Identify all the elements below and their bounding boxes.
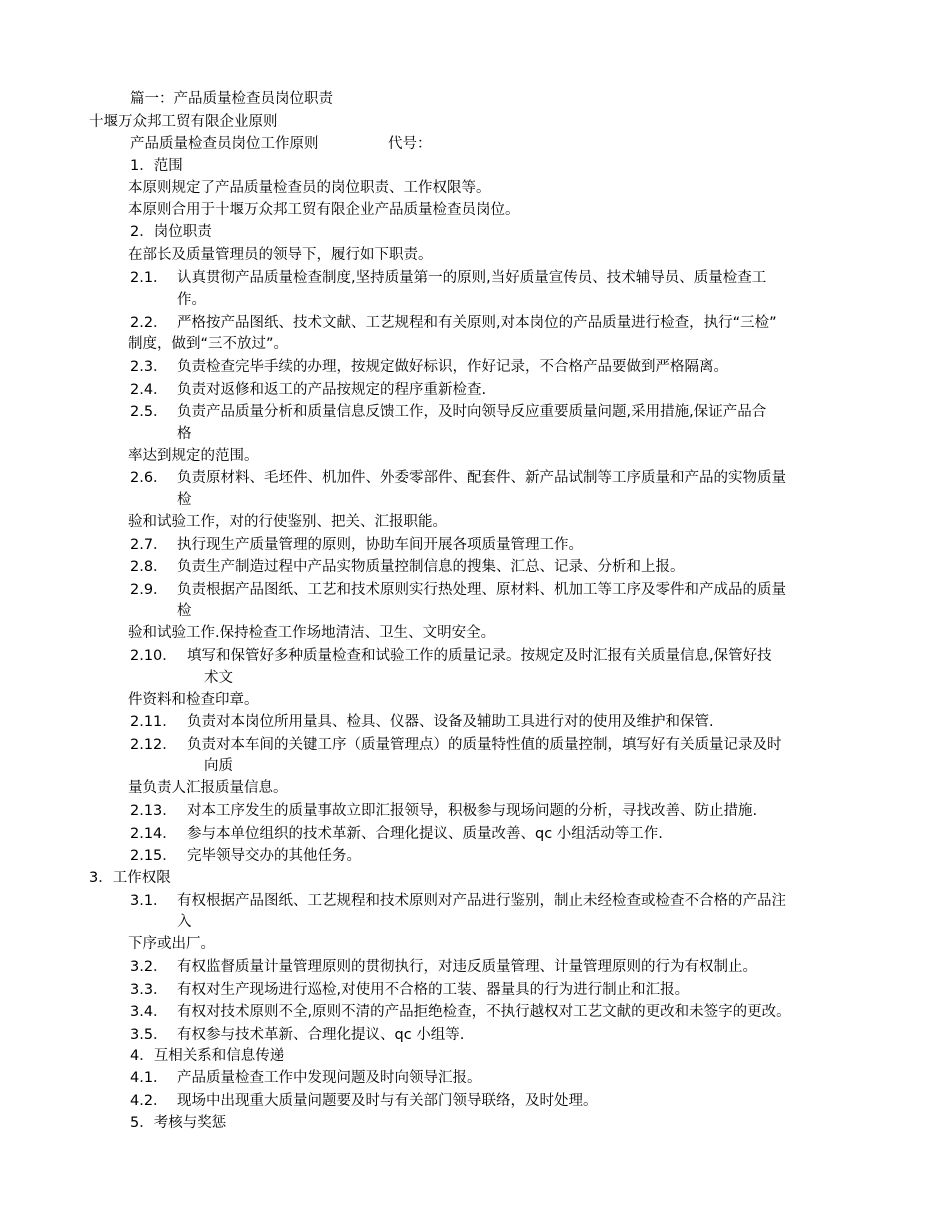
item-text: 负责对本岗位所用量具、检具、仪器、设备及辅助工具进行对的使用及维护和保管.	[187, 714, 714, 730]
section-1-paragraph: 本原则规定了产品质量检查员的岗位职责、工作权限等。	[128, 180, 491, 196]
item-text-wrap: 术文	[204, 670, 233, 686]
item-number: 2.6．	[130, 470, 168, 486]
item-text: 认真贯彻产品质量检查制度,坚持质量第一的原则,当好质量宣传员、技术辅导员、质量检查工	[177, 270, 767, 286]
item-text-continuation: 量负责人汇报质量信息。	[128, 780, 288, 796]
item-text: 负责生产制造过程中产品实物质量控制信息的搜集、汇总、记录、分析和上报。	[177, 559, 685, 575]
item-number: 3.4．	[130, 1004, 168, 1020]
item-number: 2.9．	[130, 582, 168, 598]
item-text: 有权对技术原则不全,原则不清的产品拒绝检查，不执行越权对工艺文献的更改和未签字的更改。	[177, 1004, 791, 1020]
document-title: 篇一：产品质量检查员岗位职责	[130, 91, 333, 107]
item-number: 2.5．	[130, 404, 168, 420]
item-text: 负责原材料、毛坯件、机加件、外委零部件、配套件、新产品试制等工序质量和产品的实物质量	[177, 470, 786, 486]
item-number: 2.11．	[130, 714, 177, 730]
item-text-wrap: 入	[177, 914, 192, 930]
item-text: 执行现生产质量管理的原则，协助车间开展各项质量管理工作。	[177, 537, 583, 553]
item-text-continuation: 作。	[177, 292, 206, 308]
item-text: 负责根据产品图纸、工艺和技术原则实行热处理、原材料、机加工等工序及零件和产成品的质量	[177, 582, 786, 598]
section-4-heading: 4．互相关系和信息传递	[130, 1048, 285, 1064]
item-text: 现场中出现重大质量问题要及时与有关部门领导联络，及时处理。	[177, 1093, 598, 1109]
company-line: 十堰万众邦工贸有限企业原则	[89, 114, 278, 130]
item-text: 产品质量检查工作中发现问题及时向领导汇报。	[177, 1070, 482, 1086]
item-text: 有权监督质量计量管理原则的贯彻执行，对违反质量管理、计量管理原则的行为有权制止。	[177, 959, 757, 975]
item-number: 2.15．	[130, 848, 177, 864]
item-text: 负责对本车间的关键工序（质量管理点）的质量特性值的质量控制，填写好有关质量记录及时	[187, 737, 782, 753]
item-text: 对本工序发生的质量事故立即汇报领导，积极参与现场问题的分析，寻找改善、防止措施.	[187, 803, 758, 819]
item-number: 4.2．	[130, 1093, 168, 1109]
section-2-heading: 2．岗位职责	[130, 224, 212, 240]
item-text-continuation: 验和试验工作.保持检查工作场地清洁、卫生、文明安全。	[128, 625, 496, 641]
item-number: 3.2．	[130, 959, 168, 975]
item-number: 2.13．	[130, 803, 177, 819]
item-number: 2.4．	[130, 382, 168, 398]
item-text: 参与本单位组织的技术革新、合理化提议、质量改善、qc 小组活动等工作.	[187, 826, 663, 842]
item-number: 2.2．	[130, 315, 168, 331]
item-text: 有权参与技术革新、合理化提议、qc 小组等.	[177, 1027, 465, 1043]
code-label: 代号：	[388, 136, 432, 152]
item-text: 负责对返修和返工的产品按规定的程序重新检查.	[177, 382, 487, 398]
item-text-wrap: 检	[177, 492, 192, 508]
item-text-wrap: 向质	[204, 758, 233, 774]
item-text: 有权对生产现场进行巡检,对使用不合格的工装、器量具的行为进行制止和汇报。	[177, 982, 690, 998]
item-text-continuation: 验和试验工作，对的行使鉴别、把关、汇报职能。	[128, 514, 447, 530]
item-number: 3.5．	[130, 1027, 168, 1043]
item-text-wrap: 检	[177, 603, 192, 619]
item-text-continuation: 制度，做到“三不放过”。	[128, 336, 289, 352]
item-text: 严格按产品图纸、技术文献、工艺规程和有关原则,对本岗位的产品质量进行检查，执行“三检”	[177, 315, 777, 331]
item-number: 2.14．	[130, 826, 177, 842]
section-3-heading: 3．工作权限	[89, 870, 171, 886]
item-text: 负责检查完毕手续的办理，按规定做好标识，作好记录，不合格产品要做到严格隔离。	[177, 359, 728, 375]
item-number: 3.1．	[130, 893, 168, 909]
item-text-wrap: 格	[177, 426, 192, 442]
item-text: 填写和保管好多种质量检查和试验工作的质量记录。按规定及时汇报有关质量信息,保管好技	[187, 648, 772, 664]
item-text-continuation: 率达到规定的范围。	[128, 448, 259, 464]
item-number: 2.12．	[130, 737, 177, 753]
item-number: 4.1．	[130, 1070, 168, 1086]
item-text: 有权根据产品图纸、工艺规程和技术原则对产品进行鉴别，制止未经检查或检查不合格的产品注	[177, 893, 786, 909]
item-number: 2.7．	[130, 537, 168, 553]
section-2-intro: 在部长及质量管理员的领导下，履行如下职责。	[128, 247, 433, 263]
section-5-heading: 5．考核与奖惩	[130, 1115, 227, 1131]
item-number: 2.3．	[130, 359, 168, 375]
item-text-continuation: 下序或出厂。	[128, 936, 215, 952]
item-number: 2.10．	[130, 648, 177, 664]
item-text-continuation: 件资料和检查印章。	[128, 692, 259, 708]
section-1-heading: 1．范围	[130, 158, 183, 174]
standard-name: 产品质量检查员岗位工作原则	[130, 136, 319, 152]
item-number: 2.8．	[130, 559, 168, 575]
item-text: 负责产品质量分析和质量信息反馈工作，及时向领导反应重要质量问题,采用措施,保证产品合	[177, 404, 767, 420]
item-number: 2.1．	[130, 270, 168, 286]
item-number: 3.3．	[130, 982, 168, 998]
item-text: 完毕领导交办的其他任务。	[187, 848, 361, 864]
section-1-paragraph: 本原则合用于十堰万众邦工贸有限企业产品质量检查员岗位。	[128, 202, 520, 218]
